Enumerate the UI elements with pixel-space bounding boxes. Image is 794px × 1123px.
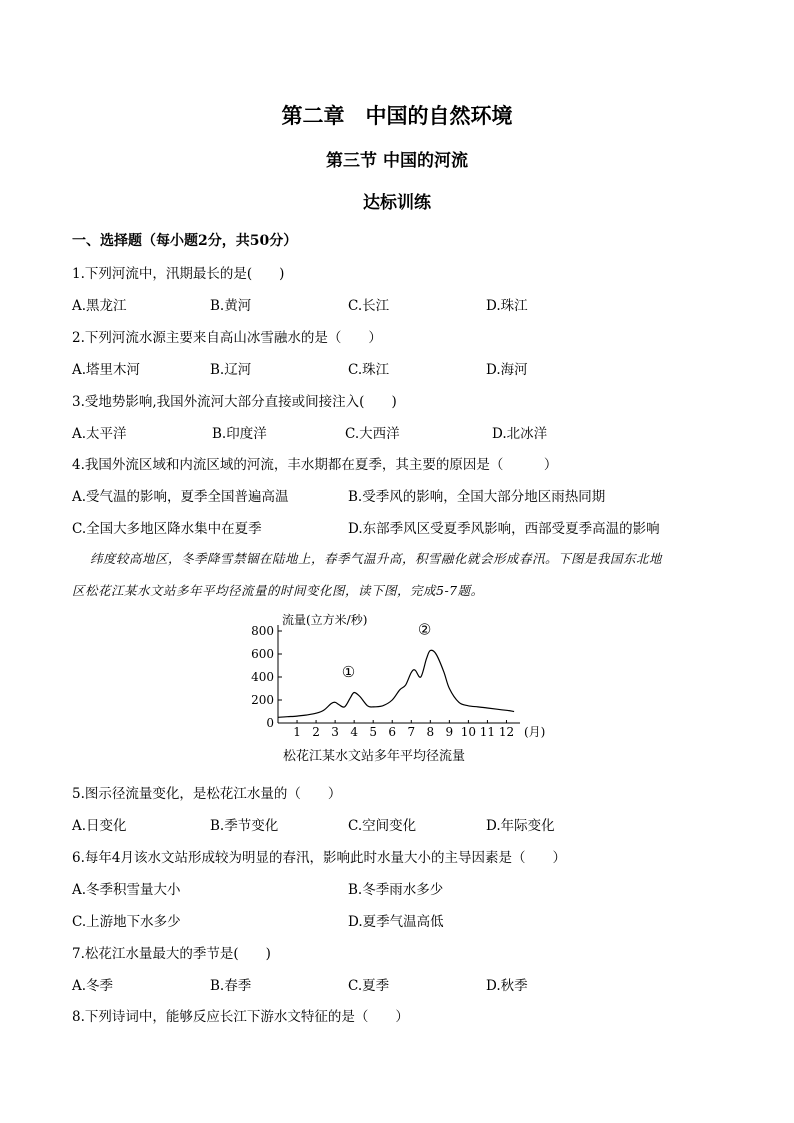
series-line-runoff <box>278 650 514 717</box>
question-5-stem: 5.图示径流量变化，是松花江水量的（ ） <box>72 786 342 802</box>
x-tick-label: 12 <box>498 725 515 739</box>
question-5-option-a[interactable]: A.日变化 <box>72 818 127 834</box>
x-tick-label: 1 <box>293 725 301 739</box>
question-2-option-b[interactable]: B.辽河 <box>210 362 252 378</box>
question-4-option-b[interactable]: B.受季风的影响，全国大部分地区雨热同期 <box>348 489 606 505</box>
x-tick-label: 11 <box>479 725 496 739</box>
part-heading: 一、选择题（每小题2分，共50分） <box>72 233 298 249</box>
x-tick-label: 6 <box>388 725 397 739</box>
x-tick-label: 9 <box>445 725 454 739</box>
question-3-option-a[interactable]: A.太平洋 <box>72 426 127 442</box>
question-2-stem: 2.下列河流水源主要来自高山冰雪融水的是（ ） <box>72 330 382 346</box>
question-5-option-c[interactable]: C.空间变化 <box>348 818 417 834</box>
question-4-option-c[interactable]: C.全国大多地区降水集中在夏季 <box>72 521 262 537</box>
subtitle: 达标训练 <box>363 193 431 213</box>
question-7-stem: 7.松花江水量最大的季节是( ) <box>72 946 271 962</box>
chart-title: 松花江某水文站多年平均径流量 <box>283 749 466 764</box>
x-tick-label: 8 <box>426 725 435 739</box>
question-7-option-c[interactable]: C.夏季 <box>348 978 390 994</box>
x-tick-label: 5 <box>369 725 378 739</box>
question-4-option-a[interactable]: A.受气温的影响，夏季全国普遍高温 <box>72 489 289 505</box>
y-tick-label: 0 <box>266 716 274 730</box>
question-5-option-d[interactable]: D.年际变化 <box>486 818 555 834</box>
question-6-option-c[interactable]: C.上游地下水多少 <box>72 914 181 930</box>
section-title: 第三节 中国的河流 <box>326 151 468 171</box>
question-1-stem: 1.下列河流中，汛期最长的是( ) <box>72 266 285 282</box>
passage-line-1: 纬度较高地区，冬季降雪禁锢在陆地上，春季气温升高，积雪融化就会形成春汛。下图是我国东北地 <box>90 551 663 566</box>
question-1-option-d[interactable]: D.珠江 <box>486 298 528 314</box>
question-8-stem: 8.下列诗词中，能够反应长江下游水文特征的是（ ） <box>72 1009 409 1025</box>
annotation-2: ② <box>417 620 432 639</box>
question-1-option-c[interactable]: C.长江 <box>348 298 390 314</box>
question-6-option-d[interactable]: D.夏季气温高低 <box>348 914 444 930</box>
question-7-option-a[interactable]: A.冬季 <box>72 978 114 994</box>
question-6-option-b[interactable]: B.冬季雨水多少 <box>348 882 444 898</box>
runoff-chart <box>248 610 548 766</box>
y-tick-label: 200 <box>251 693 274 707</box>
question-5-option-b[interactable]: B.季节变化 <box>210 818 279 834</box>
y-tick-label: 800 <box>251 624 274 638</box>
x-tick-label: 4 <box>350 725 358 739</box>
chapter-title: 第二章 中国的自然环境 <box>281 103 513 128</box>
y-axis-label: 流量(立方米/秒) <box>282 613 368 627</box>
question-4-stem: 4.我国外流区域和内流区域的河流，丰水期都在夏季，其主要的原因是（ ） <box>72 457 558 473</box>
y-tick-label: 400 <box>251 670 274 684</box>
x-tick-label: 2 <box>312 725 320 739</box>
passage-line-2: 区松花江某水文站多年平均径流量的时间变化图，读下图，完成5-7题。 <box>72 583 484 598</box>
question-3-option-b[interactable]: B.印度洋 <box>212 426 267 442</box>
question-2-option-d[interactable]: D.海河 <box>486 362 528 378</box>
annotation-1: ① <box>341 663 356 681</box>
question-3-stem: 3.受地势影响,我国外流河大部分直接或间接注入( ) <box>72 394 397 410</box>
question-6-stem: 6.每年4月该水文站形成较为明显的春汛，影响此时水量大小的主导因素是（ ） <box>72 850 566 866</box>
x-axis-label: (月) <box>524 725 546 739</box>
question-3-option-c[interactable]: C.大西洋 <box>345 426 400 442</box>
question-3-option-d[interactable]: D.北冰洋 <box>492 426 548 442</box>
question-7-option-d[interactable]: D.秋季 <box>486 978 528 994</box>
question-2-option-c[interactable]: C.珠江 <box>348 362 390 378</box>
question-2-option-a[interactable]: A.塔里木河 <box>72 362 141 378</box>
y-tick-label: 600 <box>251 647 274 661</box>
x-tick-label: 3 <box>331 725 339 739</box>
question-4-option-d[interactable]: D.东部季风区受夏季风影响，西部受夏季高温的影响 <box>348 521 660 537</box>
question-6-option-a[interactable]: A.冬季积雪量大小 <box>72 882 181 898</box>
x-tick-label: 7 <box>407 725 416 739</box>
question-7-option-b[interactable]: B.春季 <box>210 978 252 994</box>
question-1-option-b[interactable]: B.黄河 <box>210 298 252 314</box>
question-1-option-a[interactable]: A.黑龙江 <box>72 298 127 314</box>
x-tick-label: 10 <box>460 725 477 739</box>
